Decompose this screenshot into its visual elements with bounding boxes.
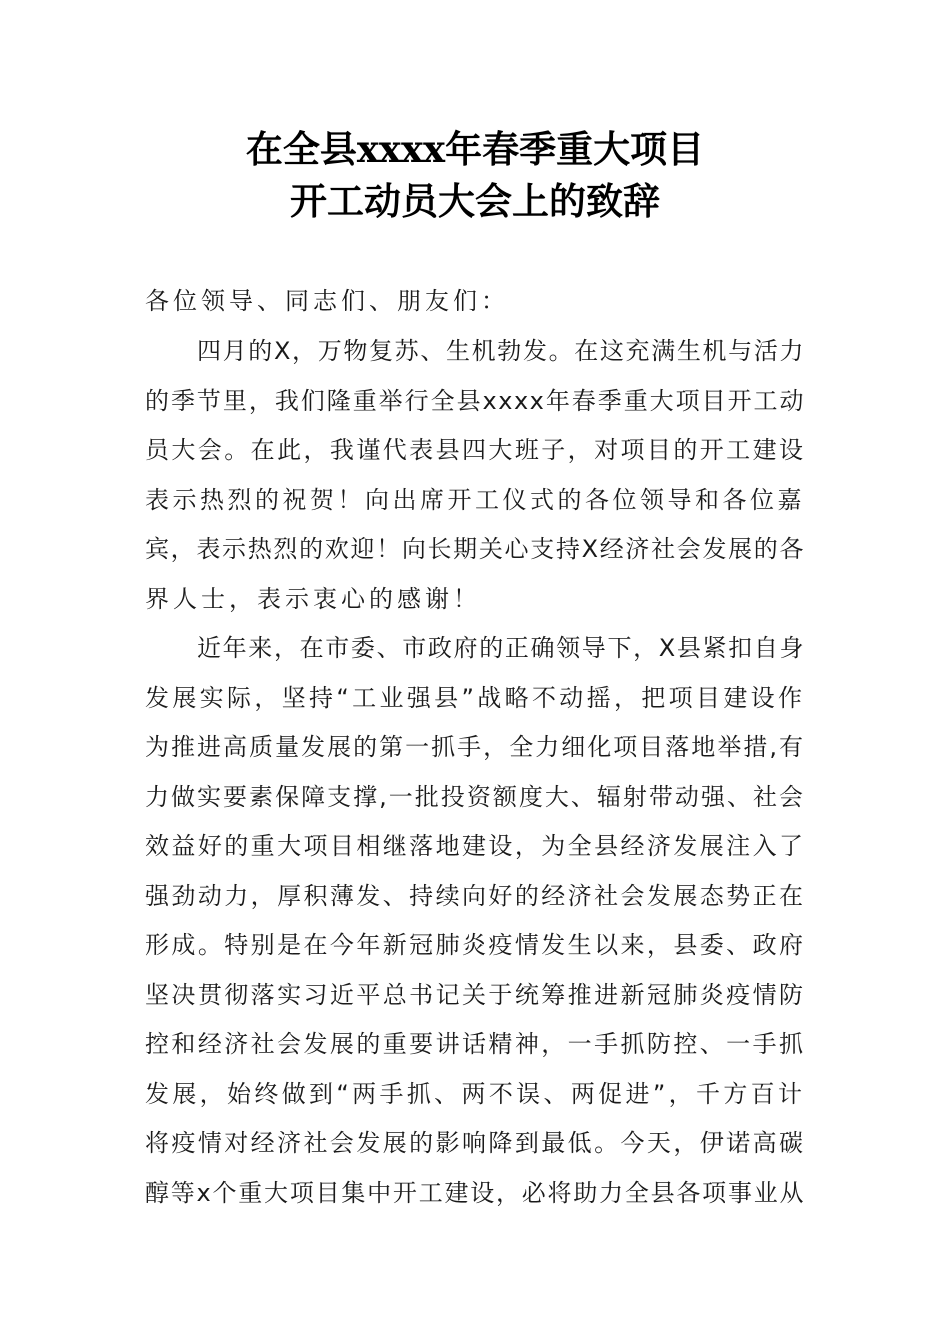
body-line: 宾，表示热烈的欢迎！向长期关心支持X经济社会发展的各	[145, 535, 805, 563]
body-line: 形成。特别是在今年新冠肺炎疫情发生以来，县委、政府	[145, 931, 805, 959]
body-line: 控和经济社会发展的重要讲话精神，一手抓防控、一手抓	[145, 1030, 805, 1058]
body-line: 发展，始终做到“两手抓、两不误、两促进”，千方百计	[145, 1080, 805, 1108]
body-line: 界人士，表示衷心的感谢！	[145, 585, 481, 613]
body-line: 的季节里，我们隆重举行全县xxxx年春季重大项目开工动	[145, 387, 805, 415]
body-line: 力做实要素保障支撑,一批投资额度大、辐射带动强、社会	[145, 783, 805, 811]
body-line: 员大会。在此，我谨代表县四大班子，对项目的开工建设	[145, 436, 805, 464]
body-line: 强劲动力，厚积薄发、持续向好的经济社会发展态势正在	[145, 882, 805, 910]
document-title-line-1: 在全县xxxx年春季重大项目	[245, 127, 705, 171]
body-line: 醇等x个重大项目集中开工建设，必将助力全县各项事业从	[145, 1179, 805, 1207]
document-title-line-2: 开工动员大会上的致辞	[290, 179, 660, 223]
body-line: 将疫情对经济社会发展的影响降到最低。今天，伊诺高碳	[145, 1129, 805, 1157]
body-line: 效益好的重大项目相继落地建设，为全县经济发展注入了	[145, 832, 805, 860]
body-line: 表示热烈的祝贺！向出席开工仪式的各位领导和各位嘉	[145, 486, 805, 514]
body-line: 发展实际，坚持“工业强县”战略不动摇，把项目建设作	[145, 684, 805, 712]
body-line: 近年来，在市委、市政府的正确领导下，X县紧扣自身	[197, 634, 805, 662]
body-line: 为推进高质量发展的第一抓手，全力细化项目落地举措,有	[145, 733, 805, 761]
greeting: 各位领导、同志们、朋友们：	[145, 287, 509, 315]
body-line: 四月的X，万物复苏、生机勃发。在这充满生机与活力	[197, 337, 805, 365]
body-line: 坚决贯彻落实习近平总书记关于统筹推进新冠肺炎疫情防	[145, 981, 805, 1009]
